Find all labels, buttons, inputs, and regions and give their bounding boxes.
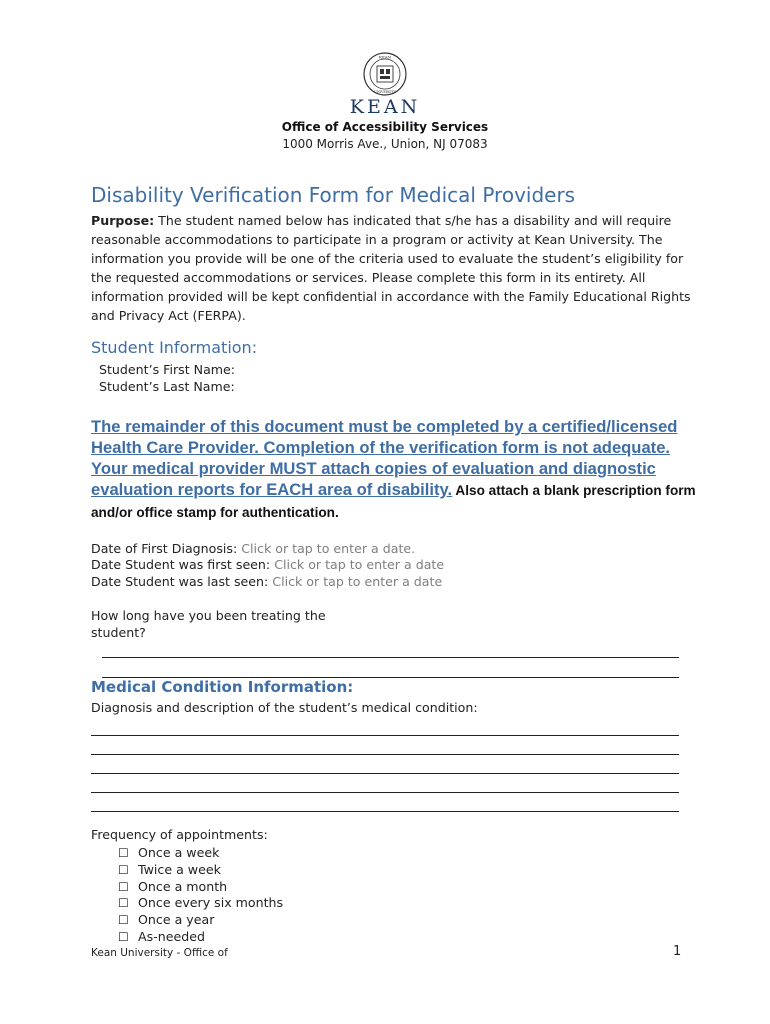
checkbox-icon[interactable]: ☐ (118, 913, 129, 927)
kean-wordmark: KEAN (349, 96, 421, 118)
first-diagnosis-date-row (91, 541, 415, 556)
first-name-field[interactable]: Student’s First Name: (99, 362, 236, 377)
provider-notice-rest: Also attach a blank prescription form and/or office stamp for authentication. (91, 483, 696, 520)
form-title: Disability Verification Form for Medical Providers (91, 183, 576, 207)
medical-condition-heading: Medical Condition Information: (91, 678, 354, 696)
diagnosis-answer-line[interactable] (91, 792, 679, 793)
option-label: Twice a week (138, 862, 221, 877)
option-label: Once a week (138, 845, 220, 860)
student-info-heading: Student Information: (91, 338, 258, 357)
first-seen-date-picker[interactable]: Click or tap to enter a date (274, 557, 445, 572)
office-address: 1000 Morris Ave., Union, NJ 07083 (282, 137, 488, 151)
checkbox-icon[interactable]: ☐ (118, 863, 129, 877)
frequency-option-once-a-year[interactable] (118, 912, 214, 927)
last-seen-date-row (91, 574, 442, 589)
purpose-label: Purpose: (91, 213, 155, 228)
diagnosis-answer-line[interactable] (91, 754, 679, 755)
seal-top-text: KEAN (378, 54, 392, 60)
page-footer: Kean University - Office of (91, 947, 228, 959)
provider-notice (91, 416, 701, 523)
kean-seal-logo (363, 52, 407, 96)
diagnosis-answer-line[interactable] (91, 735, 679, 736)
frequency-option-twice-a-week[interactable] (118, 862, 221, 877)
frequency-option-once-every-six-months[interactable] (118, 895, 283, 910)
date-label: Date Student was last seen: (91, 574, 269, 589)
option-label: Once a month (138, 879, 228, 894)
option-label: Once every six months (138, 895, 284, 910)
frequency-option-once-a-month[interactable] (118, 879, 227, 894)
treatment-duration-question: How long have you been treating the student? (91, 608, 326, 640)
last-name-field[interactable]: Student’s Last Name: (99, 379, 235, 394)
frequency-option-once-a-week[interactable] (118, 845, 219, 860)
purpose-paragraph (91, 211, 691, 325)
purpose-text: The student named below has indicated that s/he has a disability and will require reasonable accommodations to participate in a program or activity at Kean University. The information you provide will be one of the criteria used to evaluate the student’s eligibility for the requested accommodations or services. Please complete this form in its entirety. All information provided will be kept confidential in accordance with the Family Educational Rights and Privacy Act (FERPA). (91, 213, 691, 323)
checkbox-icon[interactable]: ☐ (118, 880, 129, 894)
seal-bottom-text: UNIVERSITY (374, 90, 396, 94)
date-label: Date of First Diagnosis: (91, 541, 238, 556)
checkbox-icon[interactable]: ☐ (118, 930, 129, 944)
frequency-option-as-needed[interactable] (118, 929, 205, 944)
frequency-label: Frequency of appointments: (91, 827, 268, 842)
office-name: Office of Accessibility Services (281, 120, 489, 134)
diagnosis-prompt: Diagnosis and description of the student’s medical condition: (91, 700, 478, 715)
provider-notice-emphasis: The remainder of this document must be completed by a certified/licensed Health Care Provider. Completion of the verification form is not adequate. Your medical provider MUST attach copies of evaluation and diagnostic evaluation reports for EACH area of disability. (91, 417, 678, 499)
diagnosis-answer-line[interactable] (91, 773, 679, 774)
treatment-answer-line[interactable] (102, 657, 679, 658)
option-label: Once a year (138, 912, 215, 927)
last-seen-date-picker[interactable]: Click or tap to enter a date (272, 574, 443, 589)
date-label: Date Student was first seen: (91, 557, 271, 572)
first-seen-date-row (91, 557, 444, 572)
checkbox-icon[interactable]: ☐ (118, 846, 129, 860)
first-diagnosis-date-picker[interactable]: Click or tap to enter a date. (241, 541, 416, 556)
checkbox-icon[interactable]: ☐ (118, 896, 129, 910)
option-label: As-needed (138, 929, 205, 944)
diagnosis-answer-line[interactable] (91, 811, 679, 812)
page-number: 1 (673, 944, 682, 959)
